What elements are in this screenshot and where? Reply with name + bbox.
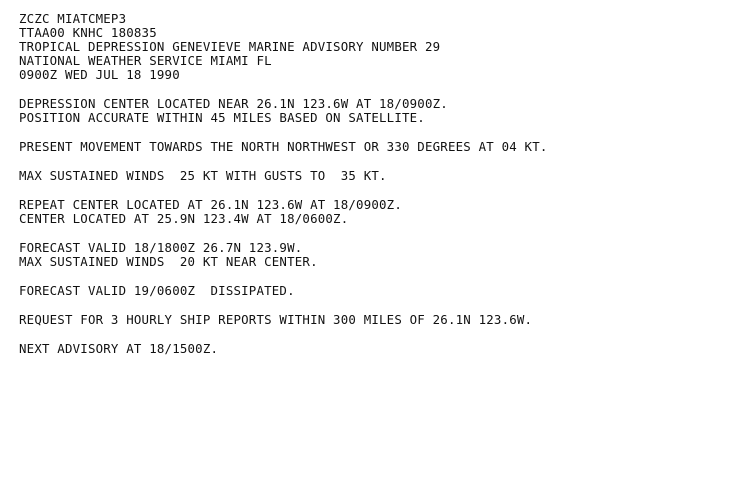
header-code-line: ZCZC MIATCMEP3 [19, 11, 127, 26]
header-station-line: TTAA00 KNHC 180835 [19, 25, 157, 40]
issuing-office: NATIONAL WEATHER SERVICE MIAMI FL [19, 53, 272, 68]
spacer [19, 226, 724, 241]
forecast-winds-line: MAX SUSTAINED WINDS 20 KT NEAR CENTER. [19, 254, 318, 269]
position-accuracy-line: POSITION ACCURATE WITHIN 45 MILES BASED ON SATELLITE. [19, 110, 425, 125]
movement-line: PRESENT MOVEMENT TOWARDS THE NORTH NORTHWEST OR 330 DEGREES AT 04 KT. [19, 139, 548, 154]
ship-report-request-line: REQUEST FOR 3 HOURLY SHIP REPORTS WITHIN 300 MILES OF 26.1N 123.6W. [19, 312, 533, 327]
issue-time: 0900Z WED JUL 18 1990 [19, 67, 180, 82]
spacer [19, 298, 724, 313]
next-advisory-line: NEXT ADVISORY AT 18/1500Z. [19, 341, 219, 356]
spacer [19, 125, 724, 140]
header-block [19, 12, 724, 82]
repeat-block [19, 198, 724, 226]
spacer [19, 183, 724, 198]
spacer [19, 327, 724, 342]
center-location-line: DEPRESSION CENTER LOCATED NEAR 26.1N 123.6W AT 18/0900Z. [19, 96, 448, 111]
spacer [19, 269, 724, 284]
winds-line: MAX SUSTAINED WINDS 25 KT WITH GUSTS TO 35 KT. [19, 168, 387, 183]
repeat-center-line: REPEAT CENTER LOCATED AT 26.1N 123.6W AT 18/0900Z. [19, 197, 402, 212]
advisory-title: TROPICAL DEPRESSION GENEVIEVE MARINE ADVISORY NUMBER 29 [19, 39, 441, 54]
position-block [19, 97, 724, 125]
forecast-valid-line: FORECAST VALID 18/1800Z 26.7N 123.9W. [19, 240, 303, 255]
previous-center-line: CENTER LOCATED AT 25.9N 123.4W AT 18/0600Z. [19, 211, 349, 226]
spacer [19, 154, 724, 169]
forecast-dissipated-line: FORECAST VALID 19/0600Z DISSIPATED. [19, 283, 295, 298]
spacer [19, 82, 724, 97]
advisory-document [19, 12, 724, 356]
forecast-block-1 [19, 241, 724, 269]
